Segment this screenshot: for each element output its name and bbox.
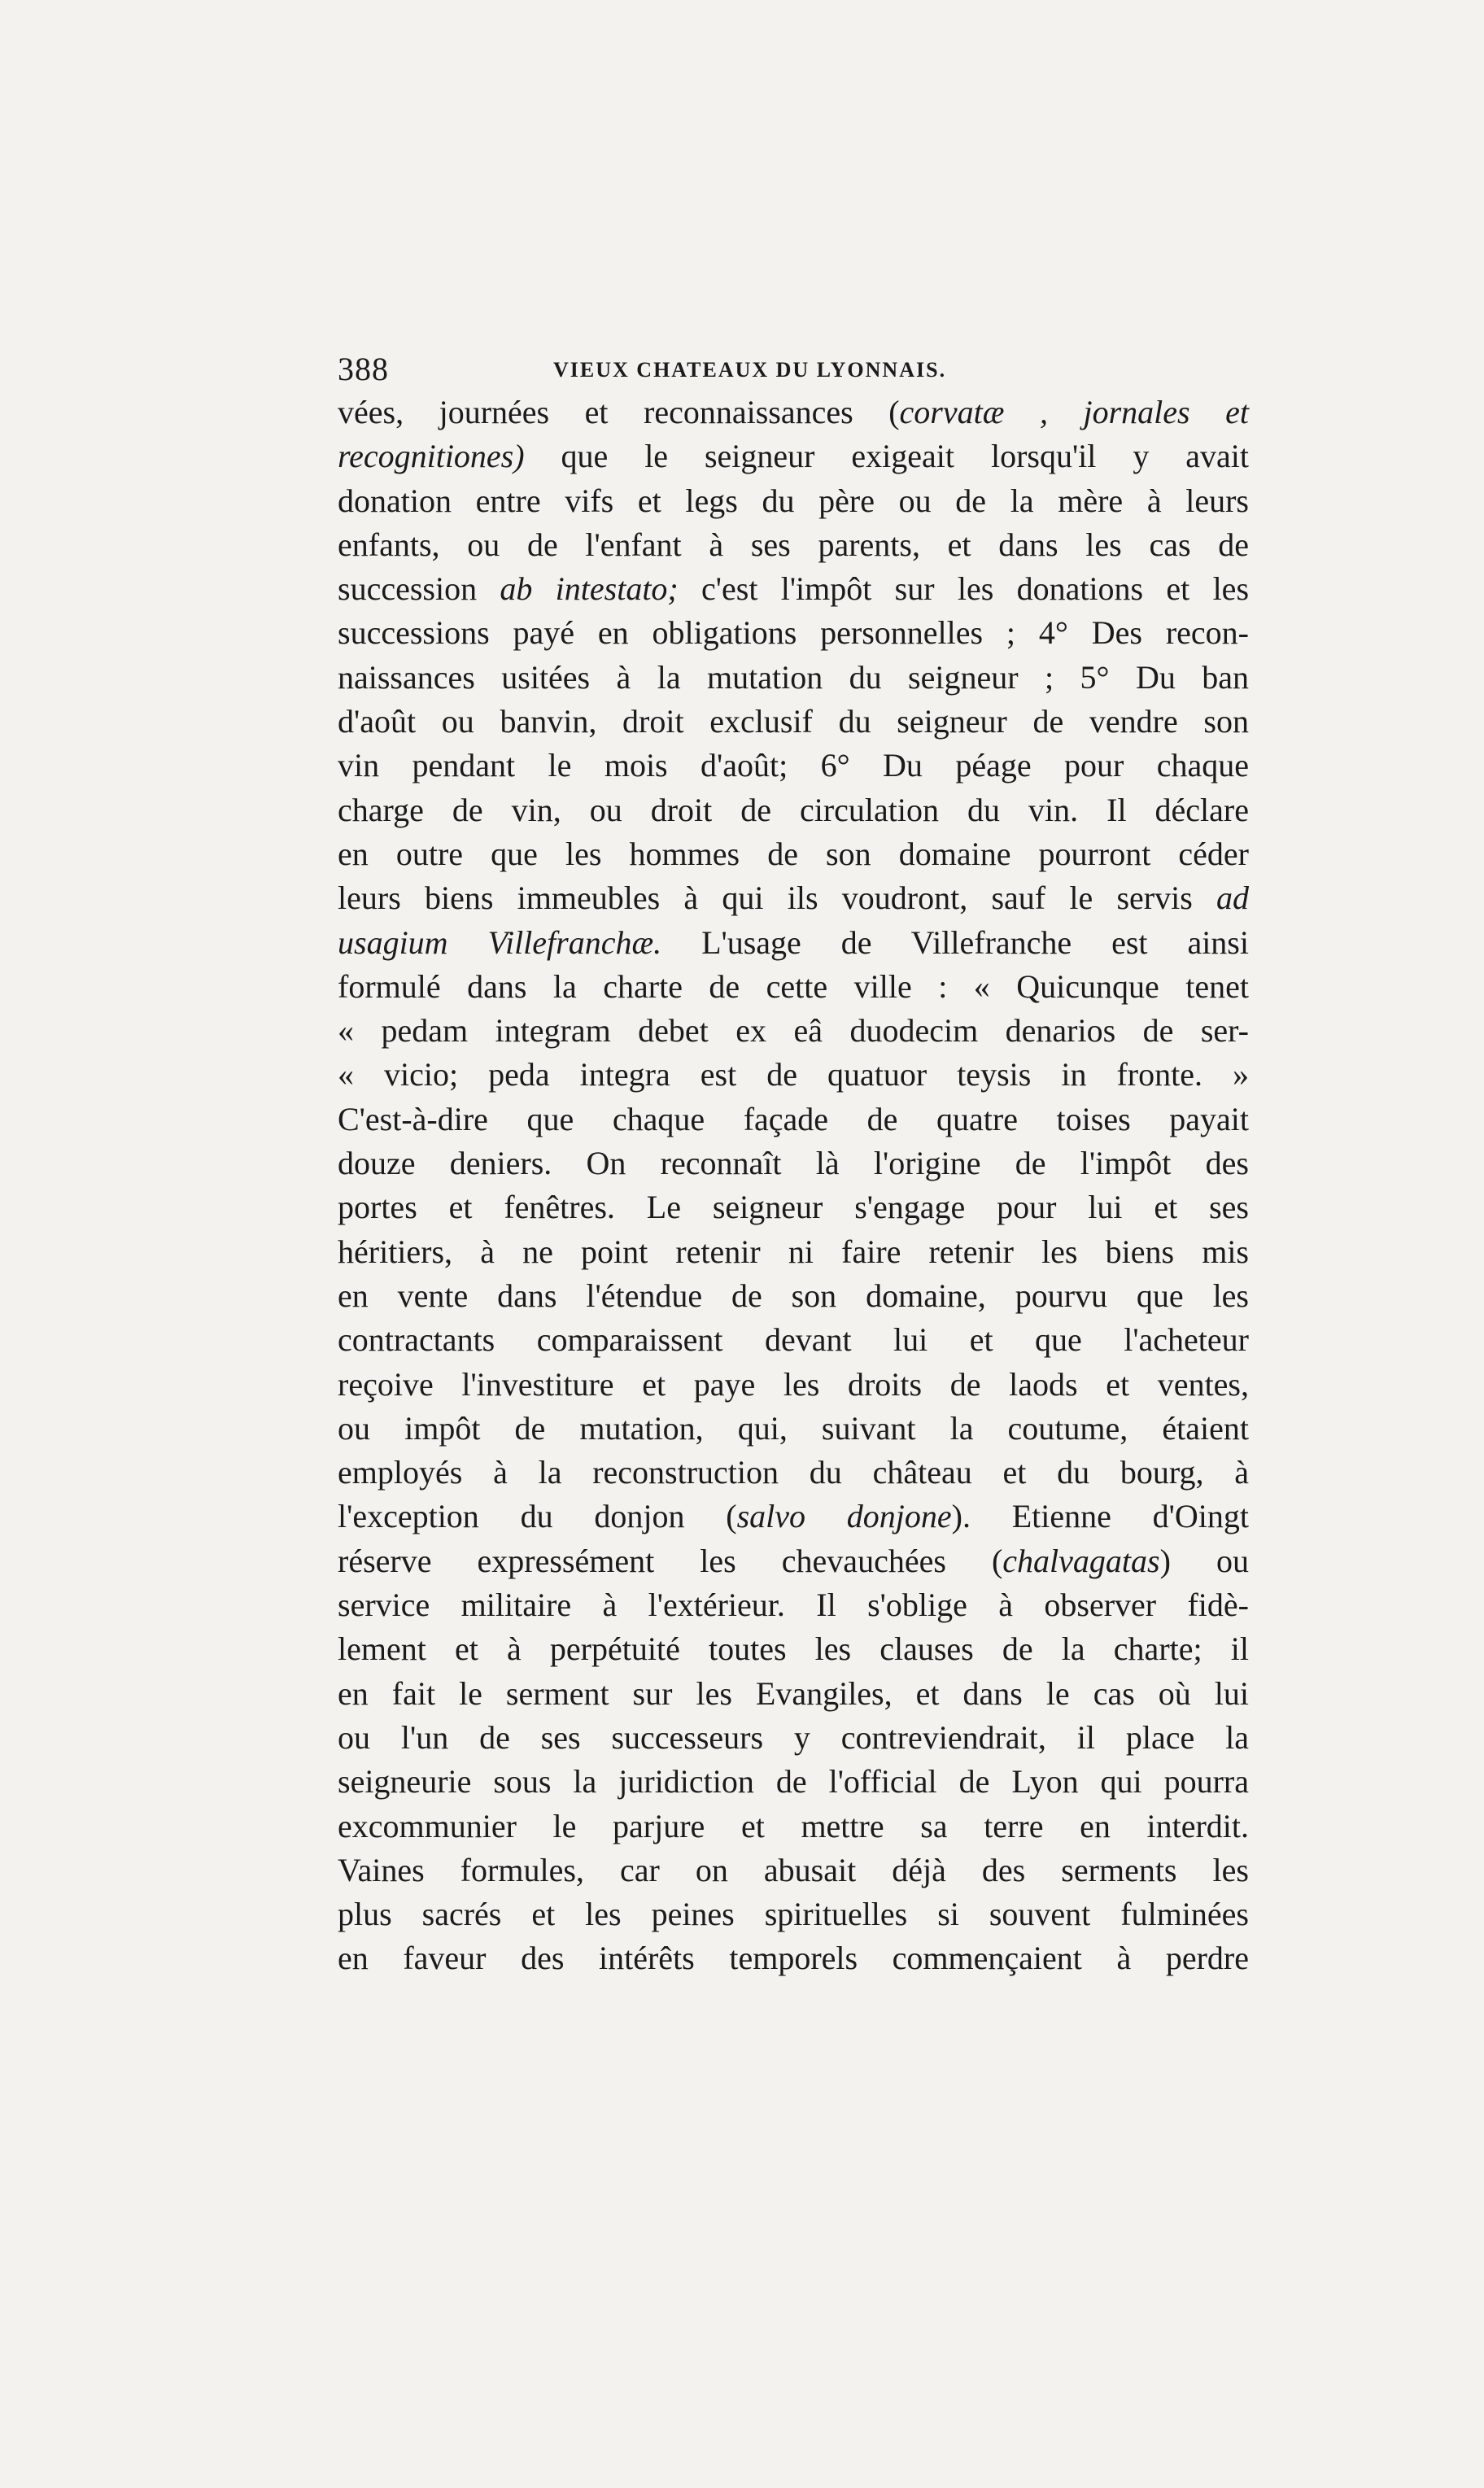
text-segment: en vente dans l'étendue de son domaine, pourvu que les (338, 1277, 1249, 1314)
text-line (338, 744, 1249, 788)
text-line (338, 656, 1249, 700)
text-segment: employés à la reconstruction du château et du bourg, à (338, 1454, 1249, 1491)
text-line (338, 1495, 1249, 1539)
text-segment: contractants comparaissent devant lui et que l'acheteur (338, 1321, 1249, 1359)
text-line (338, 434, 1249, 478)
text-segment: excommunier le parjure et mettre sa terre en interdit. (338, 1807, 1249, 1844)
text-segment: en faveur des intérêts temporels commençaient à perdre (338, 1940, 1249, 1977)
text-segment: leurs biens immeubles à qui ils voudront, sauf le servis (338, 880, 1216, 917)
text-line (338, 611, 1249, 655)
text-segment: douze deniers. On reconnaît là l'origine de l'impôt des (338, 1145, 1249, 1182)
text-segment: « pedam integram debet ex eâ duodecim denarios de ser- (338, 1012, 1249, 1050)
text-segment: C'est-à-dire que chaque façade de quatre toises payait (338, 1100, 1249, 1137)
text-line (338, 1141, 1249, 1185)
text-line (338, 1583, 1249, 1627)
text-line (338, 876, 1249, 920)
text-segment: Vaines formules, car on abusait déjà des serments les (338, 1851, 1249, 1888)
italic-segment: corvatæ , jornales et (899, 394, 1249, 430)
text-line (338, 832, 1249, 876)
text-line (338, 1936, 1249, 1980)
text-segment: seigneurie sous la juridiction de l'official de Lyon qui pourra (338, 1763, 1249, 1801)
text-line (338, 1009, 1249, 1053)
text-line (338, 1805, 1249, 1849)
text-line (338, 965, 1249, 1009)
text-line (338, 1849, 1249, 1892)
text-segment: naissances usitées à la mutation du seigneur ; 5° Du ban (338, 658, 1249, 696)
text-line (338, 1760, 1249, 1804)
italic-segment: salvo donjone (736, 1498, 952, 1535)
text-line (338, 1892, 1249, 1936)
text-line (338, 1363, 1249, 1407)
italic-segment: ab intestato; (500, 570, 679, 608)
text-line (338, 700, 1249, 744)
page-header (338, 350, 1249, 391)
text-line (338, 1716, 1249, 1760)
text-line (338, 567, 1249, 611)
text-segment: héritiers, à ne point retenir ni faire retenir les biens mis (338, 1233, 1249, 1270)
text-segment: ) ou (1159, 1542, 1249, 1579)
page-number: 388 (338, 351, 389, 387)
text-segment: portes et fenêtres. Le seigneur s'engage pour lui et ses (338, 1189, 1249, 1226)
text-segment: en fait le serment sur les Evangiles, et dans le cas où lui (338, 1674, 1249, 1712)
text-line (338, 1407, 1249, 1451)
text-segment: enfants, ou de l'enfant à ses parents, et dans les cas de (338, 526, 1249, 563)
text-segment: donation entre vifs et legs du père ou de la mère à leurs (338, 482, 1249, 519)
text-line (338, 1053, 1249, 1097)
text-line (338, 1274, 1249, 1318)
text-segment: reçoive l'investiture et paye les droits de laods et ventes, (338, 1365, 1249, 1403)
text-line (338, 1672, 1249, 1716)
text-segment: successions payé en obligations personnelles ; 4° Des recon- (338, 614, 1249, 652)
text-segment: formulé dans la charte de cette ville : « Quicunque tenet (338, 967, 1249, 1005)
text-line (338, 1185, 1249, 1229)
body-text (338, 391, 1249, 1981)
text-segment: plus sacrés et les peines spirituelles si souvent fulminées (338, 1896, 1249, 1933)
text-segment: ou l'un de ses successeurs y contreviendrait, il place la (338, 1718, 1249, 1756)
text-line (338, 1318, 1249, 1362)
text-segment: c'est l'impôt sur les donations et les (678, 570, 1250, 608)
text-segment: l'exception du donjon ( (338, 1498, 737, 1535)
text-line (338, 1451, 1249, 1495)
text-segment: L'usage de Villefranche est ainsi (661, 923, 1249, 961)
text-segment: lement et à perpétuité toutes les clauses de la charte; il (338, 1630, 1249, 1668)
text-line (338, 921, 1249, 965)
text-segment: « vicio; peda integra est de quatuor teysis in fronte. » (338, 1056, 1249, 1093)
text-segment: vées, journées et reconnaissances ( (338, 394, 900, 430)
text-line (338, 1230, 1249, 1274)
italic-segment: usagium Villefranchæ. (338, 923, 662, 961)
text-segment: ou impôt de mutation, qui, suivant la coutume, étaient (338, 1409, 1249, 1447)
text-segment: d'août ou banvin, droit exclusif du seigneur de vendre son (338, 703, 1249, 740)
text-line (338, 391, 1249, 434)
text-segment: que le seigneur exigeait lorsqu'il y avait (524, 438, 1249, 475)
text-line (338, 788, 1249, 832)
running-title: VIEUX CHATEAUX DU LYONNAIS. (553, 358, 947, 382)
text-segment: vin pendant le mois d'août; 6° Du péage pour chaque (338, 747, 1249, 784)
text-line (338, 1098, 1249, 1141)
italic-segment: recognitiones) (338, 438, 525, 475)
text-line (338, 523, 1249, 567)
text-line (338, 1539, 1249, 1583)
text-segment: ). Etienne d'Oingt (951, 1498, 1249, 1535)
text-segment: réserve expressément les chevauchées ( (338, 1542, 1003, 1579)
text-segment: service militaire à l'extérieur. Il s'oblige à observer fidè- (338, 1587, 1249, 1624)
text-line (338, 479, 1249, 523)
text-segment: succession (338, 570, 500, 608)
italic-segment: chalvagatas (1002, 1542, 1160, 1579)
text-line (338, 1627, 1249, 1671)
text-segment: en outre que les hommes de son domaine pourront céder (338, 835, 1249, 872)
text-segment: charge de vin, ou droit de circulation du vin. Il déclare (338, 791, 1249, 828)
italic-segment: ad (1216, 880, 1249, 917)
